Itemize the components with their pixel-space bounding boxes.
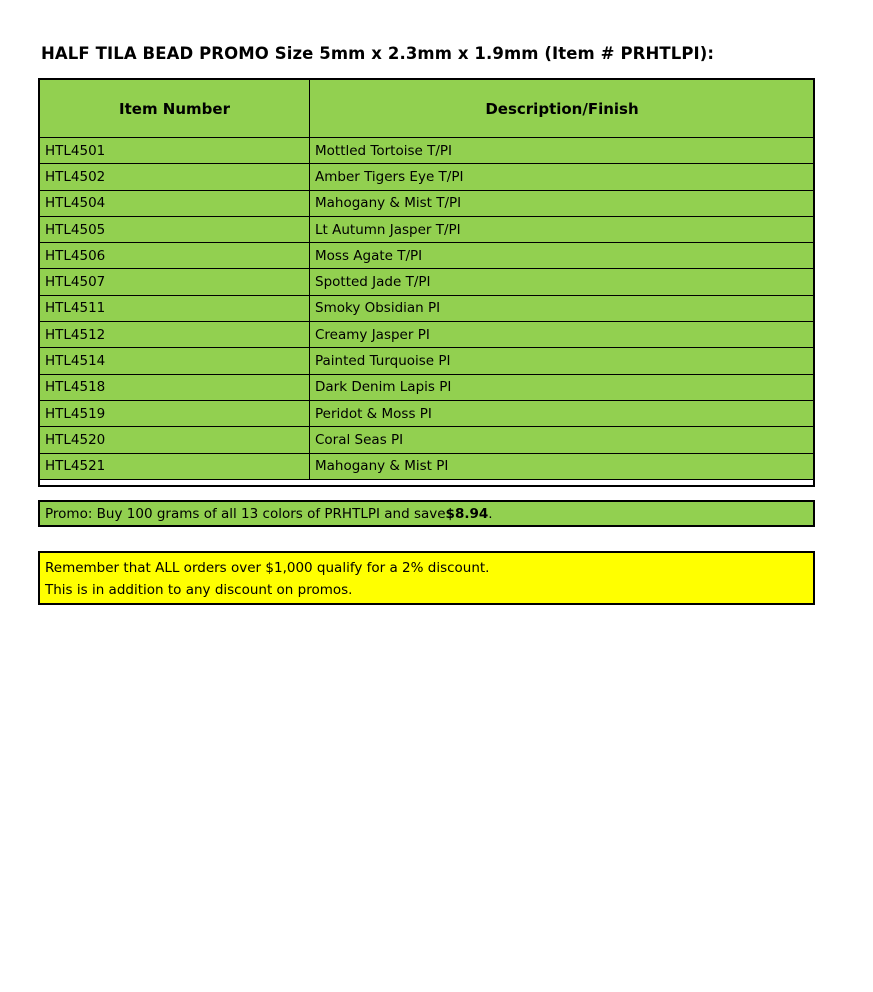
cell-item-number: HTL4512	[40, 322, 310, 348]
cell-description: Moss Agate T/PI	[310, 243, 815, 269]
table-row	[40, 164, 815, 190]
cell-item-number: HTL4520	[40, 427, 310, 453]
cell-description: Painted Turquoise PI	[310, 348, 815, 374]
cell-item-number: HTL4514	[40, 348, 310, 374]
table-row	[40, 243, 815, 269]
page-title: HALF TILA BEAD PROMO Size 5mm x 2.3mm x 1.9mm (Item # PRHTLPI):	[41, 44, 715, 63]
table-row	[40, 453, 815, 479]
cell-description: Dark Denim Lapis PI	[310, 374, 815, 400]
cell-description: Spotted Jade T/PI	[310, 269, 815, 295]
cell-item-number: HTL4519	[40, 400, 310, 426]
promo-note-amount: $8.94	[445, 505, 489, 522]
column-header-item-number: Item Number	[40, 80, 310, 138]
table-row	[40, 322, 815, 348]
table-header-row	[40, 80, 815, 138]
cell-description: Creamy Jasper PI	[310, 322, 815, 348]
cell-item-number: HTL4505	[40, 216, 310, 242]
promo-note-banner	[38, 500, 815, 527]
promo-note-text-before: Promo: Buy 100 grams of all 13 colors of PRHTLPI and save	[45, 505, 446, 522]
cell-description: Mottled Tortoise T/PI	[310, 138, 815, 164]
table-row	[40, 216, 815, 242]
table-row	[40, 295, 815, 321]
table-row	[40, 269, 815, 295]
table-body	[40, 138, 815, 480]
table-row	[40, 374, 815, 400]
cell-description: Amber Tigers Eye T/PI	[310, 164, 815, 190]
table-row	[40, 348, 815, 374]
cell-item-number: HTL4506	[40, 243, 310, 269]
cell-description: Peridot & Moss PI	[310, 400, 815, 426]
table-row	[40, 138, 815, 164]
cell-item-number: HTL4504	[40, 190, 310, 216]
cell-description: Coral Seas PI	[310, 427, 815, 453]
table-row	[40, 427, 815, 453]
promo-item-table	[39, 79, 815, 480]
discount-notice-line-2: This is in addition to any discount on promos.	[45, 582, 353, 598]
cell-description: Smoky Obsidian PI	[310, 295, 815, 321]
cell-item-number: HTL4518	[40, 374, 310, 400]
cell-description: Mahogany & Mist PI	[310, 453, 815, 479]
table-row	[40, 190, 815, 216]
discount-notice-box	[38, 551, 815, 605]
cell-item-number: HTL4501	[40, 138, 310, 164]
cell-item-number: HTL4502	[40, 164, 310, 190]
cell-description: Lt Autumn Jasper T/PI	[310, 216, 815, 242]
cell-item-number: HTL4521	[40, 453, 310, 479]
cell-item-number: HTL4507	[40, 269, 310, 295]
promo-note-text-after: .	[488, 505, 493, 522]
column-header-description: Description/Finish	[310, 80, 815, 138]
table-row	[40, 400, 815, 426]
cell-item-number: HTL4511	[40, 295, 310, 321]
cell-description: Mahogany & Mist T/PI	[310, 190, 815, 216]
discount-notice-line-1: Remember that ALL orders over $1,000 qualify for a 2% discount.	[45, 560, 490, 576]
